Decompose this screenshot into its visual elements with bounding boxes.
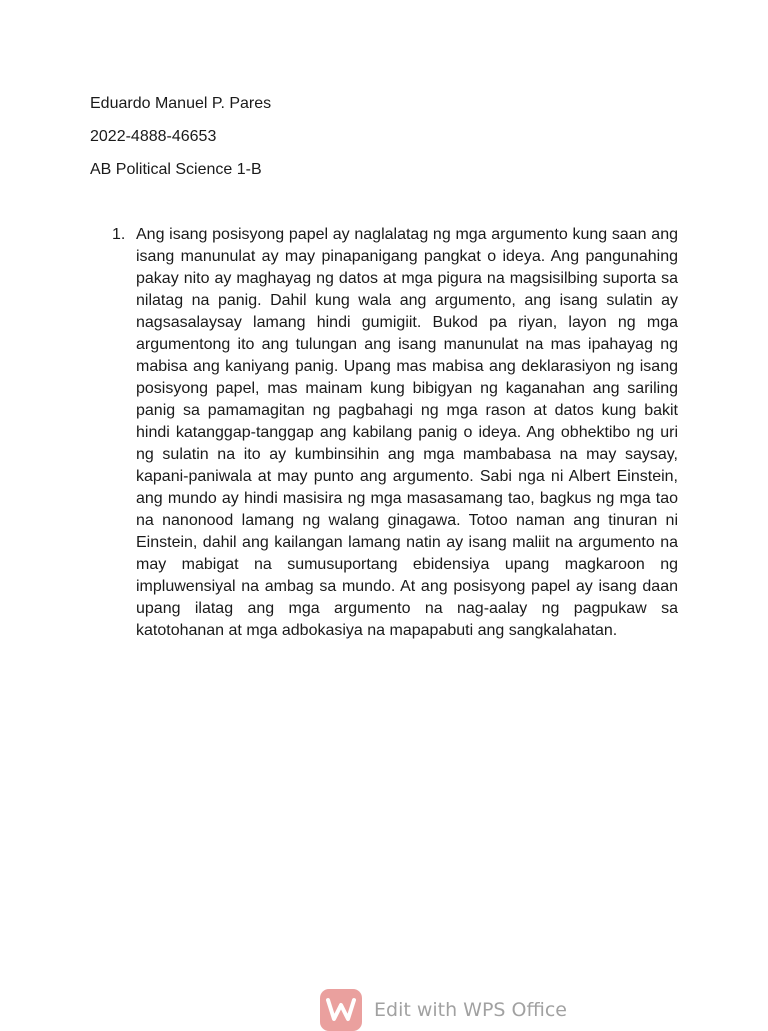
wps-office-logo-icon [320,989,362,1031]
answer-paragraph: Ang isang posisyong papel ay naglalatag ng mga argumento kung saan ang isang manunulat ay may pinapanigang pangkat o ideya. Ang pangunahing pakay nito ay maghayag ng datos at mga pigura na magsisilbing suporta sa nilatag na panig. Dahil kung wala ang argumento, ang isang sulatin ay nagsasalaysay lamang hindi gumigiit. Bukod pa riyan, layon ng mga argumentong ito ang tulungan ang isang manunulat na mas ipahayag ng mabisa ang kaniyang panig. Upang mas mabisa ang deklarasiyon ng isang posisyong papel, mas mainam kung bibigyan ng kaganahan ang sariling panig sa pamamagitan ng pagbahagi ng mga rason at datos kung bakit hindi katanggap-tanggap ang kabilang panig o ideya. Ang obhektibo ng uri ng sulatin na ito ay kumbinsihin ang mga mambabasa na may saysay, kapani-paniwala at may punto ang argumento. Sabi nga ni Albert Einstein, ang mundo ay hindi masisira ng mga masasamang tao, bagkus ng mga tao na nanonood lamang ng walang ginagawa. Totoo naman ang tinuran ni Einstein, dahil ang kailangan lamang natin ay isang maliit na argumento na may mabigat na sumusuportang ebidensiya upang magkaroon ng impluwensiyal na ambag sa mundo. At ang posisyong papel ay isang daan upang ilatag ang mga argumento na nag-aalay ng pagpukaw sa katotohanan at mga adbokasiya na mapapabuti ang sangkalahatan. [136,226,678,639]
wps-watermark[interactable] [320,990,567,1030]
course-section: AB Political Science 1-B [90,161,262,178]
author-name: Eduardo Manuel P. Pares [90,95,272,112]
watermark-label: Edit with WPS Office [374,999,567,1021]
answer-number: 1. [112,226,126,243]
student-number: 2022-4888-46653 [90,128,217,145]
